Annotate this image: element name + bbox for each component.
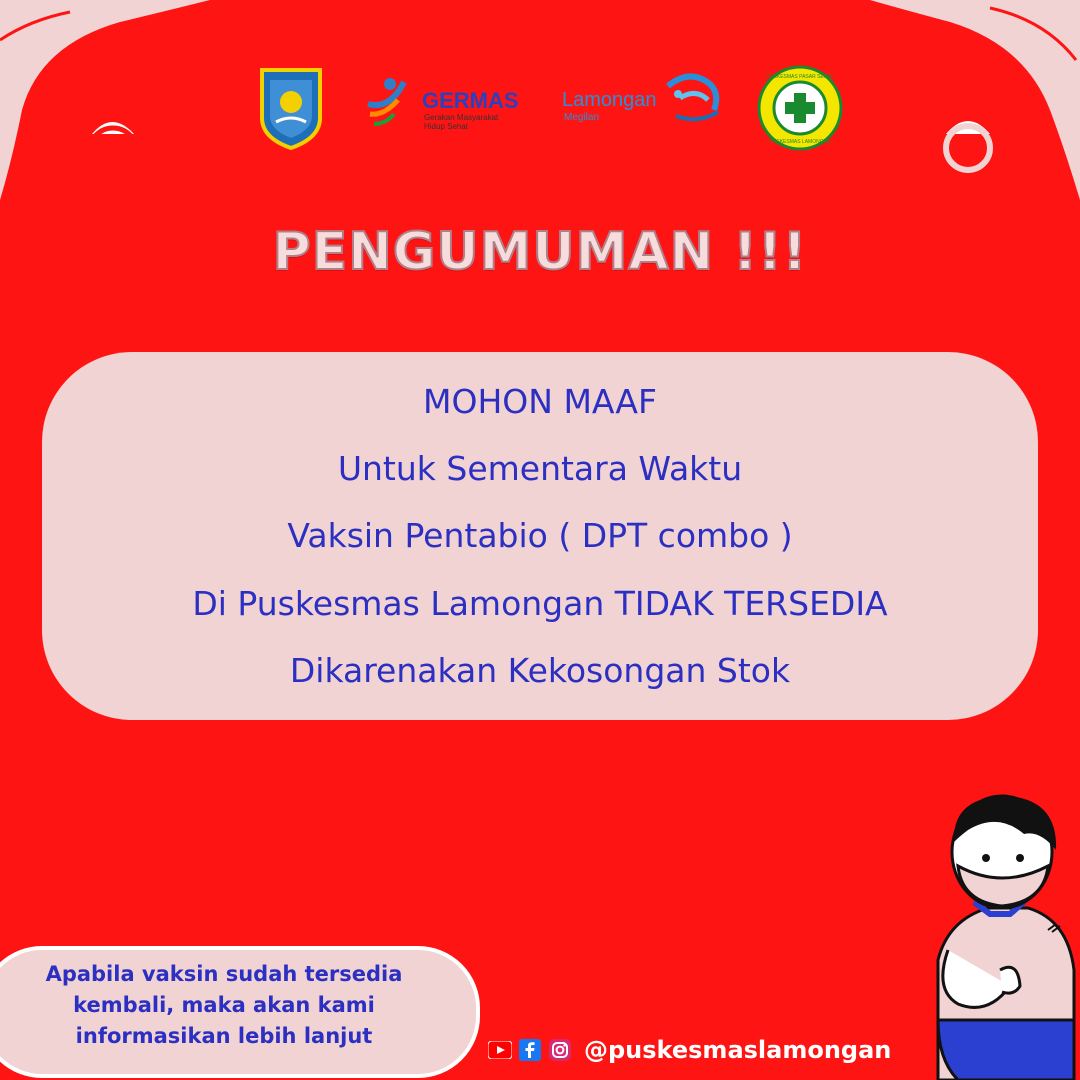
germas-logo (364, 70, 524, 136)
notice-line-reason: Dikarenakan Kekosongan Stok (289, 651, 791, 690)
instagram-icon[interactable] (548, 1038, 572, 1062)
germas-logo-name: GERMAS (422, 88, 519, 113)
lamongan-regency-emblem (256, 66, 326, 150)
svg-text:GERMAS (422, 88, 519, 113)
lamongan-megilan-logo (560, 68, 724, 128)
social-handle[interactable]: @puskesmaslamongan (584, 1036, 892, 1064)
svg-text:PUSKESMAS LAMONGAN (769, 139, 831, 145)
svg-text:Gerakan Masyarakat (424, 113, 499, 122)
page-title: PENGUMUMAN !!! (272, 222, 808, 282)
social-media-bar (488, 1034, 891, 1066)
footer-note-line-3: informasikan lebih lanjut (75, 1024, 373, 1048)
svg-text:Megilan (564, 112, 599, 123)
health-worker-illustration (928, 790, 1080, 1080)
germas-logo-tagline-2: Hidup Sehat (424, 122, 469, 131)
notice-card (42, 352, 1038, 720)
notice-line-apology: MOHON MAAF (423, 382, 657, 421)
youtube-icon[interactable] (488, 1038, 512, 1062)
notice-line-temporary: Untuk Sementara Waktu (337, 449, 743, 488)
svg-text:PUSKESMAS PASAR SEHAT (767, 74, 834, 80)
top-right-corner-decoration (850, 0, 1080, 210)
facebook-icon[interactable] (518, 1038, 542, 1062)
footer-note-card (0, 946, 480, 1078)
puskesmas-logo-bottom-text: PUSKESMAS LAMONGAN (769, 139, 831, 145)
top-left-corner-decoration (0, 0, 230, 210)
notice-line-vaccine: Vaksin Pentabio ( DPT combo ) (287, 516, 793, 555)
svg-text:Lamongan (562, 89, 657, 111)
lamongan-logo-name: Lamongan (562, 89, 657, 111)
puskesmas-lamongan-logo (757, 65, 843, 151)
svg-text:Hidup Sehat (424, 122, 469, 131)
puskesmas-logo-top-text: PUSKESMAS PASAR SEHAT (766, 74, 834, 80)
footer-note-line-2: kembali, maka akan kami (73, 993, 375, 1017)
lamongan-logo-tagline: Megilan (564, 112, 600, 123)
notice-line-unavailable: Di Puskesmas Lamongan TIDAK TERSEDIA (192, 584, 888, 623)
footer-note-line-1: Apabila vaksin sudah tersedia (45, 962, 403, 986)
germas-logo-tagline-1: Gerakan Masyarakat (424, 113, 499, 122)
